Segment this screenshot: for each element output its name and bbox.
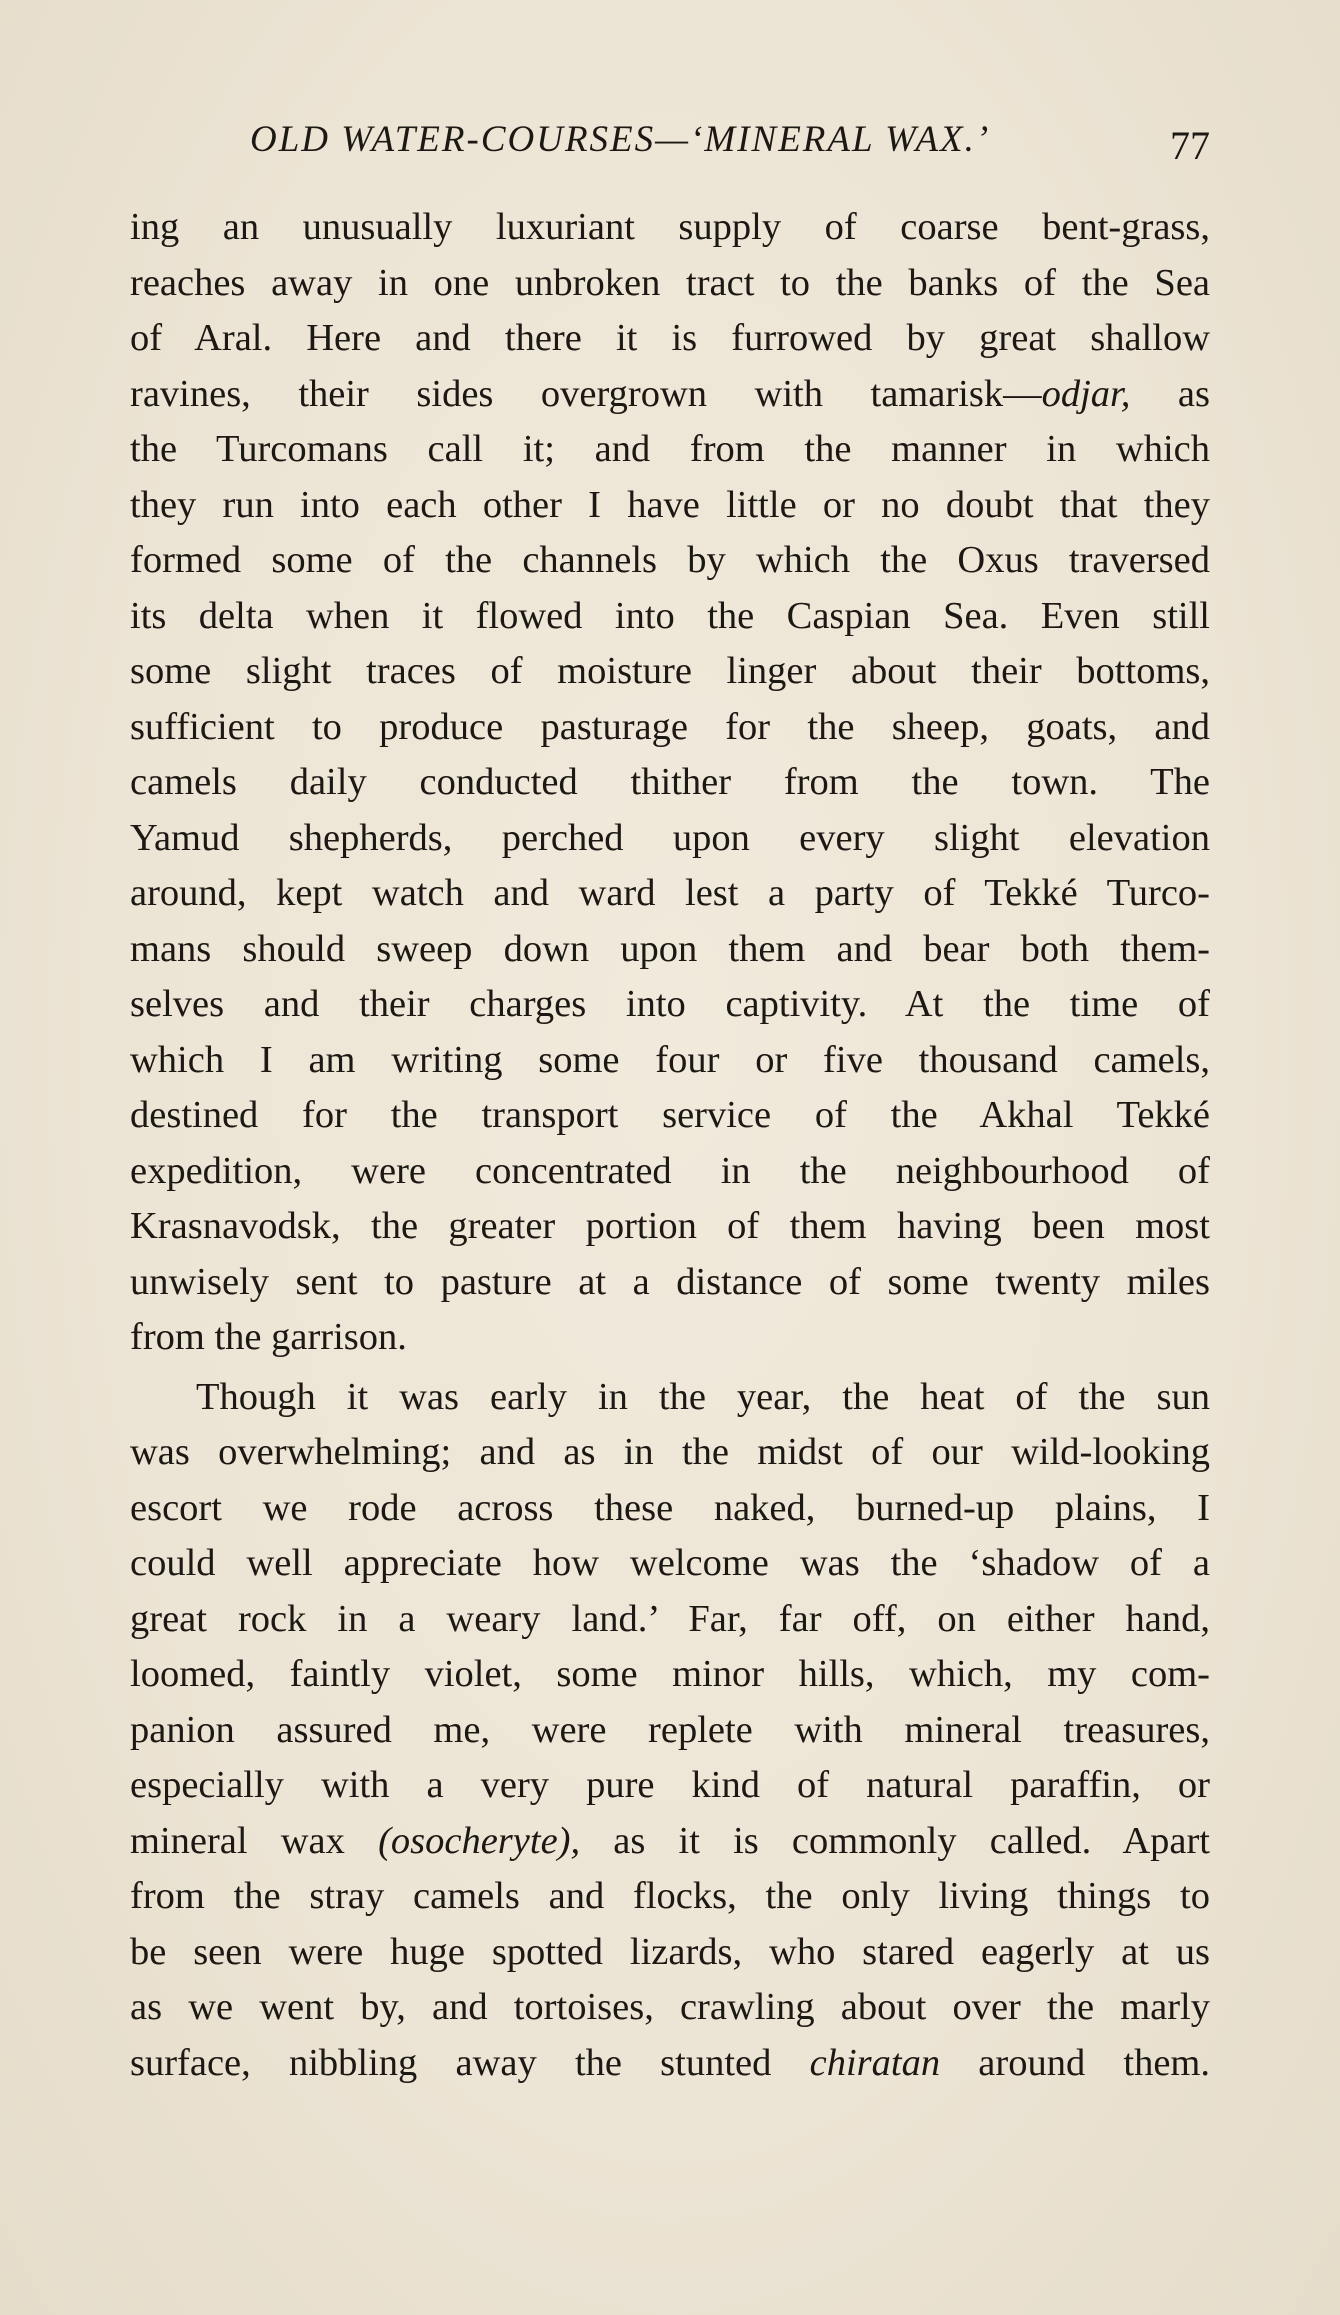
text-line: surface, nibbling away the stunted chiratan around them. (130, 2041, 1210, 2084)
paragraph (130, 1370, 1210, 2092)
text-line: mans should sweep down upon them and bear both them- (130, 927, 1210, 970)
text-line: destined for the transport service of the Akhal Tekké (130, 1094, 1210, 1136)
text-line: formed some of the channels by which the Oxus traversed (130, 539, 1210, 581)
text-line: Krasnavodsk, the greater portion of them having been most (130, 1205, 1210, 1247)
running-title: OLD WATER-COURSES—‘MINERAL WAX.’ (250, 119, 991, 160)
paragraph (130, 200, 1210, 1366)
text-line: sufficient to produce pasturage for the sheep, goats, and (130, 705, 1210, 748)
text-line: selves and their charges into captivity. At the time of (130, 983, 1210, 1025)
text-line: was overwhelming; and as in the midst of our wild-looking (130, 1431, 1210, 1473)
text-line: be seen were huge spotted lizards, who stared eagerly at us (130, 1930, 1210, 1973)
text-line: unwisely sent to pasture at a distance of some twenty miles (130, 1260, 1210, 1303)
text-line: as we went by, and tortoises, crawling about over the marly (130, 1986, 1210, 2028)
text-line: ravines, their sides overgrown with tamarisk—odjar, as (130, 372, 1210, 415)
text-line: expedition, were concentrated in the neighbourhood of (130, 1149, 1210, 1192)
text-line: its delta when it flowed into the Caspian Sea. Even still (130, 594, 1210, 637)
text-line: mineral wax (osocheryte), as it is commonly called. Apart (130, 1819, 1210, 1862)
body-text (130, 200, 1210, 2091)
text-line: loomed, faintly violet, some minor hills, which, my com- (130, 1653, 1210, 1695)
text-line: some slight traces of moisture linger about their bottoms, (130, 650, 1210, 692)
page-number: 77 (1170, 123, 1210, 168)
text-line: from the garrison. (130, 1316, 407, 1358)
text-line: around, kept watch and ward lest a party of Tekké Turco- (130, 872, 1210, 914)
text-line: especially with a very pure kind of natural paraffin, or (130, 1764, 1210, 1806)
text-line: ing an unusually luxuriant supply of coarse bent-grass, (130, 206, 1210, 248)
text-line: from the stray camels and flocks, the only living things to (130, 1875, 1210, 1917)
text-line: Though it was early in the year, the heat of the sun (196, 1375, 1210, 1418)
running-head (130, 118, 1210, 178)
text-line: escort we rode across these naked, burned-up plains, I (130, 1486, 1210, 1529)
text-line: Yamud shepherds, perched upon every slight elevation (130, 816, 1210, 859)
text-line: panion assured me, were replete with mineral treasures, (130, 1708, 1210, 1751)
text-line: which I am writing some four or five thousand camels, (130, 1038, 1210, 1081)
text-line: of Aral. Here and there it is furrowed by great shallow (130, 317, 1210, 359)
text-line: they run into each other I have little or no doubt that they (130, 483, 1210, 526)
text-line: reaches away in one unbroken tract to the banks of the Sea (130, 261, 1210, 304)
text-line: camels daily conducted thither from the town. The (130, 761, 1210, 803)
text-line: could well appreciate how welcome was the ‘shadow of a (130, 1542, 1210, 1584)
text-line: the Turcomans call it; and from the manner in which (130, 428, 1210, 470)
text-line: great rock in a weary land.’ Far, far off, on either hand, (130, 1597, 1210, 1640)
